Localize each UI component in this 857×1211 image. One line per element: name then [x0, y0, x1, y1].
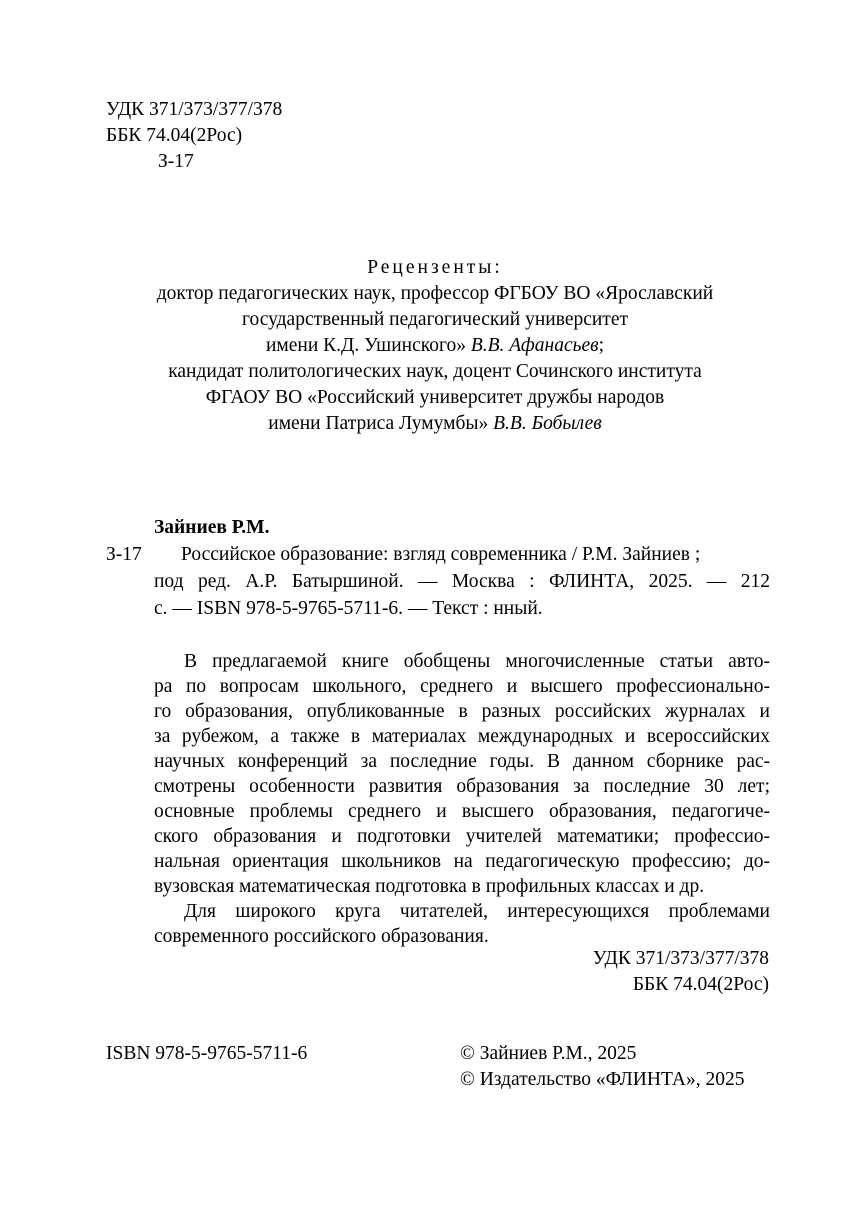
annotation-line: нальная ориентация школьников на педагогическую профессию; до- — [154, 851, 770, 872]
reviewer-1-name: В.В. Афанасьев — [470, 335, 599, 356]
annotation-line: Для широкого круга читателей, интересующихся проблемами — [184, 901, 770, 922]
copyright-block — [460, 1042, 744, 1094]
classification-block — [106, 98, 282, 176]
annotation-line: ского образования и подготовки учителей математики; профессио- — [154, 826, 770, 847]
bibliographic-line-3: с. — ISBN 978-5-9765-5711-6. — Текст : нный. — [154, 598, 543, 619]
bbk-code: ББК 74.04(2Рос) — [106, 125, 243, 146]
reviewer-2-affiliation-end: имени Патриса Лумумбы» — [268, 413, 494, 434]
reviewer-1-line-2: государственный педагогический университет — [241, 309, 629, 330]
copyright-author: © Зайниев Р.М., 2025 — [460, 1043, 637, 1064]
reviewer-1-separator: ; — [598, 335, 605, 356]
annotation-line: В предлагаемой книге обобщены многочисленные статьи авто- — [184, 651, 770, 672]
reviewer-1-line-3 — [100, 334, 770, 360]
annotation-bbk: ББК 74.04(2Рос) — [632, 974, 769, 995]
reviewer-2-line-3 — [100, 412, 770, 438]
annotation-line: современного российского образования. — [154, 926, 489, 947]
annotation-line: научных конференций за последние годы. В данном сборнике рас- — [154, 751, 770, 772]
annotation-line: смотрены особенности развития образования за последние 30 лет; — [154, 776, 770, 797]
reviewers-heading: Рецензенты: — [367, 257, 503, 278]
copyright-publisher: © Издательство «ФЛИНТА», 2025 — [460, 1069, 745, 1090]
annotation-line: за рубежом, а также в материалах международных и всероссийских — [154, 726, 770, 747]
author-mark: З-17 — [158, 151, 194, 172]
annotation-text — [154, 650, 770, 950]
bibliographic-author-mark: З-17 — [106, 544, 142, 565]
udk-code: УДК 371/373/377/378 — [106, 99, 283, 120]
reviewer-1-line-1: доктор педагогических наук, профессор ФГБОУ ВО «Ярославский — [156, 283, 714, 304]
reviewers-block — [100, 256, 770, 438]
reviewer-1-affiliation-end: имени К.Д. Ушинского» — [265, 335, 471, 356]
bibliographic-line-1: Российское образование: взгляд современника / Р.М. Зайниев ; — [181, 544, 701, 565]
bibliographic-line-2: под ред. А.Р. Батыршиной. — Москва : ФЛИНТА, 2025. — 212 — [154, 571, 770, 592]
reviewer-2-name: В.В. Бобылев — [493, 413, 602, 434]
annotation-line: вузовская математическая подготовка в профильных классах и др. — [154, 876, 705, 897]
annotation-line: основные проблемы среднего и высшего образования, педагогиче- — [154, 801, 770, 822]
reviewer-2-line-1: кандидат политологических наук, доцент Сочинского института — [168, 361, 702, 382]
annotation-codes — [593, 947, 769, 999]
annotation-line: ра по вопросам школьного, среднего и высшего профессионально- — [154, 676, 770, 697]
annotation-line: го образования, опубликованные в разных российских журналах и — [154, 701, 770, 722]
author-heading: Зайниев Р.М. — [154, 517, 270, 538]
isbn: ISBN 978-5-9765-5711-6 — [106, 1043, 308, 1064]
annotation-udk: УДК 371/373/377/378 — [592, 948, 769, 969]
reviewer-2-line-2: ФГАОУ ВО «Российский университет дружбы народов — [205, 387, 665, 408]
